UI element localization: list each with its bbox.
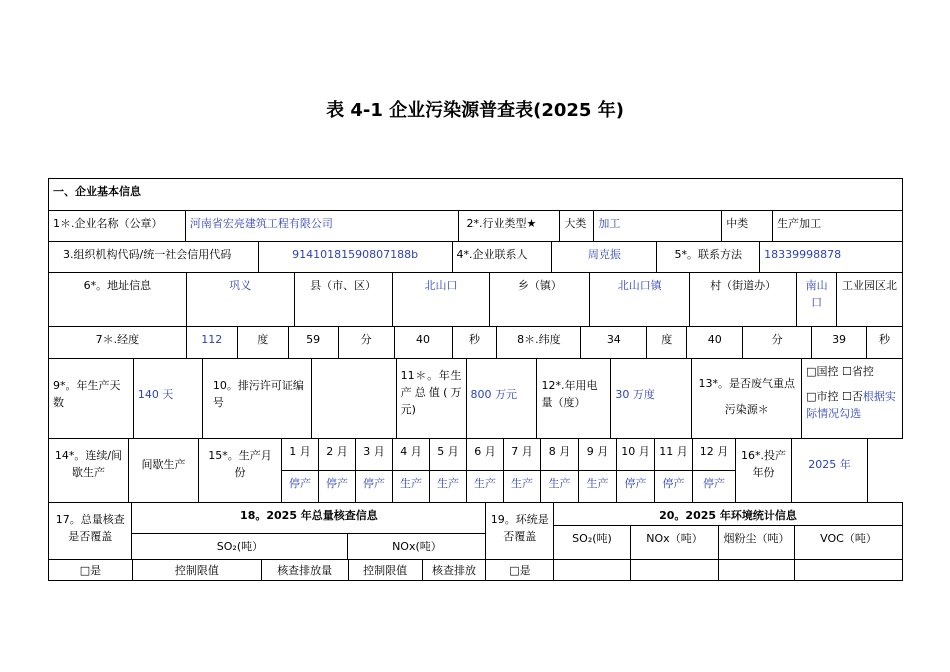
month-status[interactable]: 停产 — [282, 470, 319, 502]
permit-number-label: 10。排污许可证编号 — [203, 359, 312, 438]
month-column — [430, 439, 467, 502]
month-status[interactable]: 停产 — [693, 470, 736, 502]
major-category-value[interactable]: 加工 — [594, 211, 722, 241]
env-nox-value[interactable] — [631, 560, 719, 580]
address-label: 6*。地址信息 — [49, 273, 187, 326]
dust-header: 烟粉尘（吨） — [719, 526, 795, 559]
start-year-value[interactable]: 2025 年 — [792, 439, 868, 502]
section-header-row — [48, 178, 903, 210]
env-so2-value[interactable] — [554, 560, 631, 580]
survey-table — [48, 178, 903, 581]
total-check-block — [132, 503, 486, 559]
degree-unit: 度 — [238, 327, 289, 358]
total-check-title: 18。2025 年总量核查信息 — [240, 509, 378, 522]
nox-header: NOx(吨） — [392, 539, 442, 553]
voc-header: VOC（吨） — [820, 531, 877, 545]
month-status[interactable]: 生产 — [430, 470, 467, 502]
production-days-value[interactable]: 140 天 — [134, 359, 203, 438]
row-company-name — [48, 210, 903, 241]
second-unit-2: 秒 — [867, 327, 903, 358]
no-control-checkbox[interactable]: ☐否 — [842, 390, 863, 403]
month-label: 1 月 — [282, 439, 319, 470]
month-column — [319, 439, 356, 502]
env-nox-header: NOx（吨） — [631, 526, 719, 559]
electricity-value[interactable]: 30 万度 — [611, 359, 692, 438]
env-stat-block — [554, 503, 903, 559]
month-label: 8 月 — [541, 439, 579, 470]
dust-value[interactable] — [719, 560, 795, 580]
company-name-label: 1＊.企业名称（公章） — [49, 211, 186, 241]
waste-gas-label: 13*。是否废气重点污染源＊ — [692, 359, 802, 438]
credit-code-value[interactable]: 91410181590807188b — [259, 242, 453, 272]
minute-unit: 分 — [339, 327, 395, 358]
street-value[interactable]: 南山口 — [797, 273, 837, 326]
village-value[interactable]: 北山口镇 — [590, 273, 690, 326]
annual-output-label: 11＊。年生产总值(万元) — [397, 359, 467, 438]
production-mode-label: 14*。连续/间歇生产 — [49, 439, 129, 502]
month-column — [467, 439, 504, 502]
start-year-label: 16*.投产年份 — [736, 439, 792, 502]
month-label: 10 月 — [617, 439, 655, 470]
row-total-check-values — [48, 559, 903, 581]
month-status[interactable]: 生产 — [579, 470, 617, 502]
month-status[interactable]: 生产 — [504, 470, 541, 502]
province-control-checkbox[interactable]: ☐省控 — [842, 365, 874, 378]
month-label: 5 月 — [430, 439, 467, 470]
national-control-checkbox[interactable]: □国控 — [806, 365, 839, 378]
so2-check-header: 核查排放量 — [262, 560, 349, 580]
annual-output-value[interactable]: 800 万元 — [467, 359, 538, 438]
second-unit: 秒 — [453, 327, 498, 358]
env-stat-title: 20。2025 年环境统计信息 — [659, 509, 797, 522]
month-column — [617, 439, 655, 502]
credit-code-label: 3.组织机构代码/统一社会信用代码 — [49, 242, 259, 272]
month-column — [693, 439, 736, 502]
voc-value[interactable] — [795, 560, 903, 580]
industrial-park-label: 工业园区北 — [837, 273, 903, 326]
env-stat-yes-checkbox[interactable]: □是 — [486, 560, 554, 580]
longitude-minute-value[interactable]: 59 — [289, 327, 339, 358]
row-production-stats — [48, 358, 903, 438]
month-label: 12 月 — [693, 439, 736, 470]
latitude-minute-value[interactable]: 40 — [687, 327, 743, 358]
month-grid — [282, 439, 736, 502]
month-label: 6 月 — [467, 439, 504, 470]
permit-number-value[interactable] — [312, 359, 397, 438]
control-level-options — [802, 359, 903, 438]
row-coordinates — [48, 326, 903, 358]
village-label: 村（街道办） — [690, 273, 797, 326]
middle-category-value[interactable]: 生产加工 — [773, 211, 903, 241]
month-label: 3 月 — [356, 439, 393, 470]
row-credit-code — [48, 241, 903, 272]
month-label: 4 月 — [393, 439, 430, 470]
month-column — [579, 439, 617, 502]
longitude-second-value[interactable]: 40 — [395, 327, 453, 358]
month-status[interactable]: 停产 — [617, 470, 655, 502]
degree-unit-2: 度 — [647, 327, 687, 358]
electricity-label: 12*.年用电量（度） — [537, 359, 611, 438]
month-column — [655, 439, 693, 502]
month-column — [393, 439, 430, 502]
county-label: 县（市、区） — [295, 273, 393, 326]
month-column — [282, 439, 319, 502]
month-status[interactable]: 生产 — [541, 470, 579, 502]
major-category-label: 大类 — [560, 211, 594, 241]
city-control-checkbox[interactable]: □市控 — [806, 390, 839, 403]
month-label: 2 月 — [319, 439, 356, 470]
middle-category-label: 中类 — [722, 211, 773, 241]
latitude-degree-value[interactable]: 34 — [581, 327, 647, 358]
month-label: 7 月 — [504, 439, 541, 470]
month-column — [356, 439, 393, 502]
nox-check-header: 核查排放 — [423, 560, 487, 580]
month-label: 9 月 — [579, 439, 617, 470]
production-month-label: 15*。生产月份 — [199, 439, 282, 502]
latitude-label: 8＊.纬度 — [497, 327, 581, 358]
month-status[interactable]: 停产 — [655, 470, 693, 502]
minute-unit-2: 分 — [743, 327, 812, 358]
town-label: 乡（镇） — [490, 273, 590, 326]
industry-type-label: 2*.行业类型★ — [459, 211, 561, 241]
contact-person-label: 4*.企业联系人 — [453, 242, 553, 272]
longitude-degree-value[interactable]: 112 — [187, 327, 238, 358]
month-status[interactable]: 停产 — [319, 470, 356, 502]
nox-limit-header: 控制限值 — [349, 560, 423, 580]
month-label: 11 月 — [655, 439, 693, 470]
production-days-label: 9*。年生产天数 — [49, 359, 134, 438]
city-value[interactable]: 巩义 — [187, 273, 295, 326]
latitude-second-value[interactable]: 39 — [812, 327, 867, 358]
month-status[interactable]: 生产 — [393, 470, 430, 502]
env-so2-header: SO₂(吨) — [554, 526, 631, 559]
production-mode-value[interactable]: 间歇生产 — [129, 439, 199, 502]
month-status[interactable]: 生产 — [467, 470, 504, 502]
phone-value[interactable]: 18339998878 — [760, 242, 903, 272]
so2-limit-header: 控制限值 — [133, 560, 262, 580]
row-address — [48, 272, 903, 326]
month-status[interactable]: 停产 — [356, 470, 393, 502]
so2-header: SO₂(吨） — [132, 534, 348, 559]
page-title: 表 4-1 企业污染源普查表(2025 年) — [326, 100, 624, 121]
env-stat-cover-label: 19。环统是否覆盖 — [486, 503, 554, 559]
section-title: 一、企业基本信息 — [49, 179, 903, 210]
month-column — [541, 439, 579, 502]
town-value[interactable]: 北山口 — [393, 273, 491, 326]
row-production-months — [48, 438, 903, 502]
phone-label: 5*。联系方法 — [657, 242, 760, 272]
longitude-label: 7＊.经度 — [49, 327, 187, 358]
month-column — [504, 439, 541, 502]
contact-person-value[interactable]: 周克振 — [552, 242, 657, 272]
company-name-value[interactable]: 河南省宏亮建筑工程有限公司 — [186, 211, 459, 241]
check-instruction-note: 根据实际情况勾选 — [806, 390, 896, 420]
total-check-yes-checkbox[interactable]: □是 — [49, 560, 133, 580]
total-check-cover-label: 17。总量核查是否覆盖 — [49, 503, 132, 559]
row-total-check-header — [48, 502, 903, 559]
